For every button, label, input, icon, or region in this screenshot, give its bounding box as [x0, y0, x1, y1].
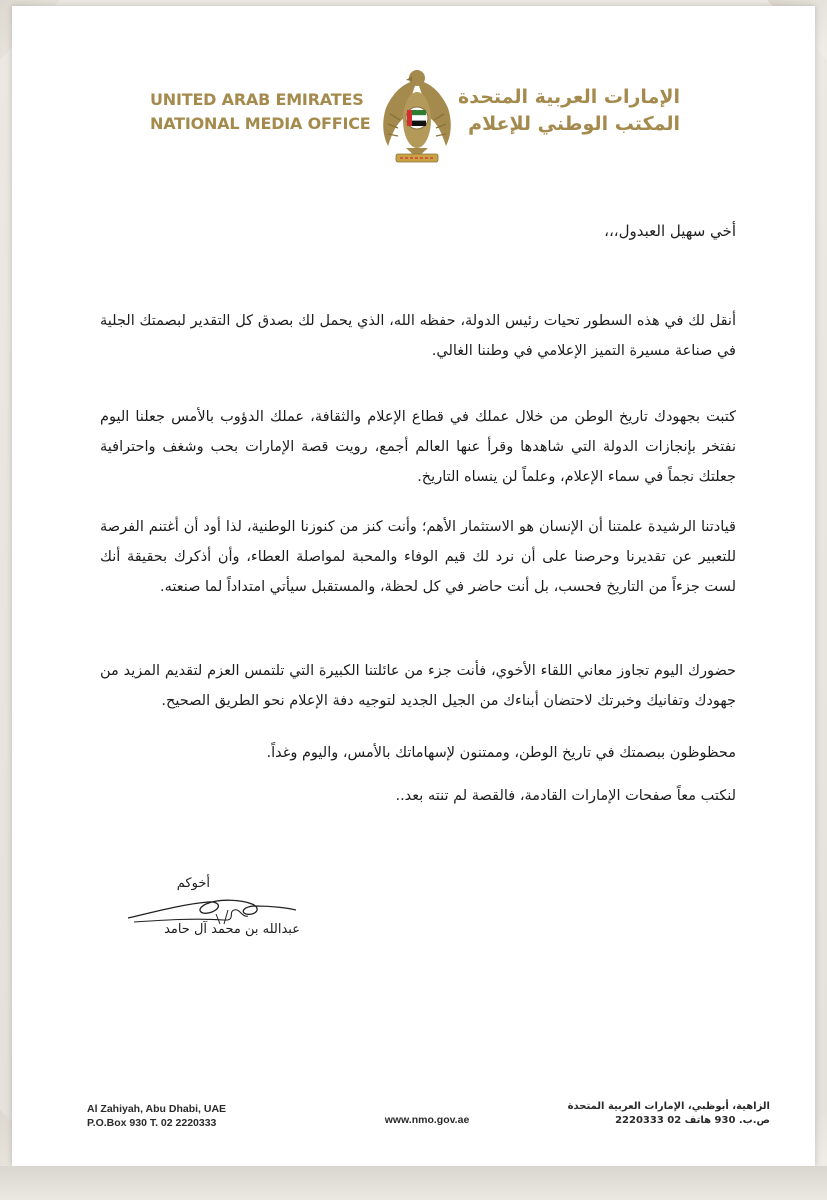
letter-paragraph-4: حضورك اليوم تجاوز معاني اللقاء الأخوي، فأنت جزء من عائلتنا الكبيرة التي تلتمس العزم لتقديم المزيد من جهودك وتفانيك وخبرتك لاحتضان أبناءك من الجيل الجديد لتوجيه دفة الإعلام نحو الطريق الصحيح.	[100, 663, 736, 709]
letterhead-arabic	[458, 84, 680, 138]
letter-closing: أخوكم	[176, 876, 210, 891]
letterhead-arabic-line1: الإمارات العربية المتحدة	[458, 86, 680, 108]
footer-website: www.nmo.gov.ae	[384, 1114, 470, 1126]
signatory-name: عبدالله بن محمد آل حامد	[164, 922, 300, 937]
letterhead-english-line2: NATIONAL MEDIA OFFICE	[150, 114, 371, 133]
letterhead-english-line1: UNITED ARAB EMIRATES	[150, 90, 364, 109]
footer-arabic-contact-line: ص.ب. 930 هاتف 02 2220333	[615, 1115, 770, 1126]
uae-emblem-icon	[376, 64, 458, 166]
footer-arabic-address	[560, 1100, 770, 1128]
letter-paragraph-1: أنقل لك في هذه السطور تحيات رئيس الدولة، حفظه الله، الذي يحمل لك بصدق كل التقدير لبصمتك الجلية في صناعة مسيرة التميز الإعلامي في وطننا الغالي.	[100, 313, 736, 359]
letter-greeting: أخي سهيل العبدول،،،	[604, 222, 736, 240]
letter-paragraph-3: قيادتنا الرشيدة علمتنا أن الإنسان هو الاستثمار الأهم؛ وأنت كنز من كنوزنا الوطنية، لذا أود أن أغتنم الفرصة للتعبير عن تقديرنا وحرصنا على أن نرد لك قيم الوفاء والمحبة لمواصلة العطاء، وأن أذكرك بحقيقة أنك لست جزءاً من التاريخ فحسب، بل أنت حاضر في كل لحظة، والمستقبل سيأتي امتداداً لما صنعته.	[100, 519, 736, 595]
footer-address-line: Al Zahiyah, Abu Dhabi, UAE	[87, 1103, 227, 1115]
letterhead-english	[150, 88, 370, 136]
footer-arabic-address-line: الزاهية، أبوظبي، الإمارات العربية المتحدة	[567, 1101, 770, 1112]
letter-paragraph-6: لنكتب معاً صفحات الإمارات القادمة، فالقصة لم تنته بعد..	[395, 788, 736, 804]
folder-bottom-edge	[0, 1166, 827, 1200]
footer-english-address	[87, 1102, 287, 1130]
footer-contact-line: P.O.Box 930 T. 02 2220333	[87, 1117, 217, 1129]
letterhead-arabic-line2: المكتب الوطني للإعلام	[468, 113, 680, 135]
letter-paragraph-5: محظوظون ببصمتك في تاريخ الوطن، وممتنون لإسهاماتك بالأمس، واليوم وغداً.	[266, 745, 736, 761]
letter-paragraph-2: كتبت بجهودك تاريخ الوطن من خلال عملك في قطاع الإعلام والثقافة، عملك الدؤوب بالأمس جعلنا اليوم نفتخر بإنجازات الدولة التي شاهدها وقرأ عنها العالم أجمع، رويت قصة الإمارات بحب وشغف واحترافية جعلتك نجماً في سماء الإعلام، وعلماً لن ينساه التاريخ.	[100, 409, 736, 485]
